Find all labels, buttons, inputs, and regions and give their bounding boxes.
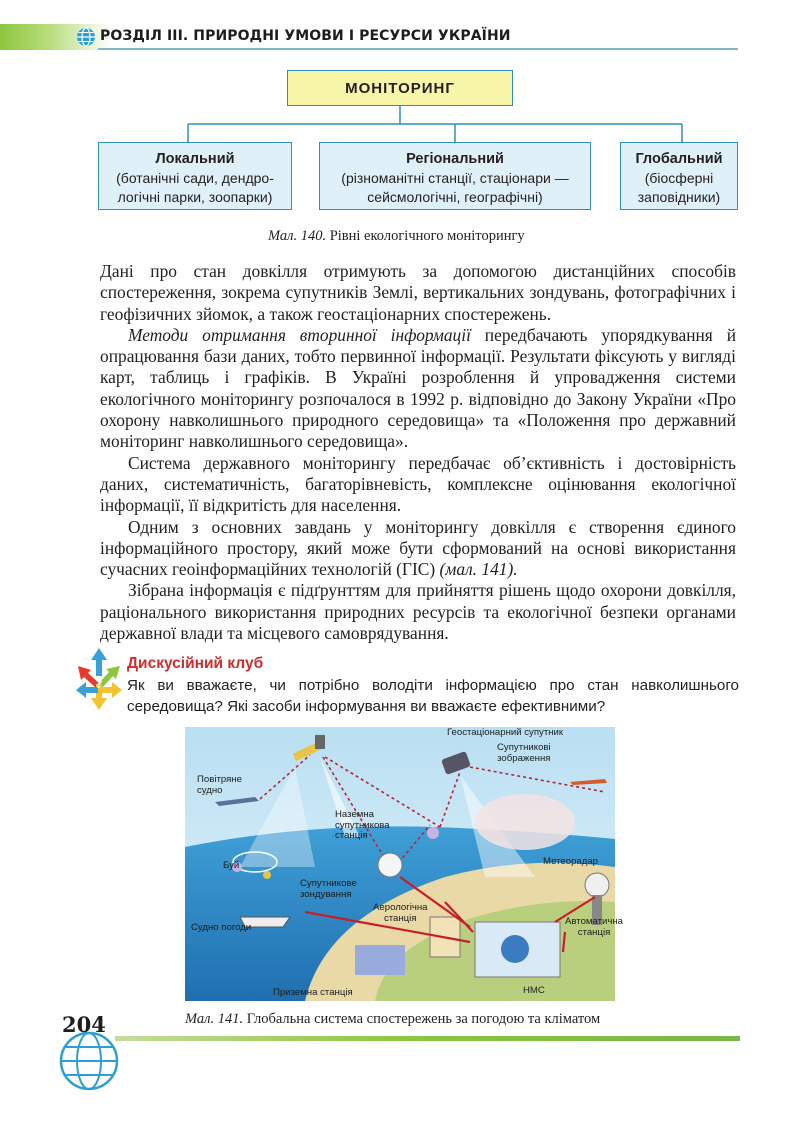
label-auto-station: Автоматична станція	[565, 916, 624, 938]
figure-140-number: Мал. 140.	[268, 228, 327, 244]
paragraph-2-rest: передбачають упорядкування й опрацювання бази даних, тобто первинної інформації. Результати фіксують у вигляді карт, таблиць і графіків. В Україні розроблення й упровадження системи екологічного моніторингу розпочалося в 1992 р. відповідно до Закону України «Про охорону навколишнього природного середовища» та «Положення про державний моніторинг навколишнього середовища».	[100, 324, 736, 452]
label-surface-station: Приземна станція	[273, 987, 353, 998]
global-level-box	[620, 142, 738, 210]
figure-141-caption	[185, 1011, 600, 1028]
discussion-text: Як ви вважаєте, чи потрібно володіти інформацією про стан навколишнього середовища? Які засоби інформування ви вважаєте ефективними?	[127, 677, 739, 715]
paragraph-2-italic: Методи отримання вторинної інформації	[128, 324, 471, 345]
footer-globe-icon	[58, 1030, 120, 1092]
paragraph-3: Система державного моніторингу передбачає об’єктивність і достовірність даних, систематичність, багаторівневість, комплексне оцінювання екологічної інформації, її відкритість для населення.	[100, 452, 736, 516]
label-aircraft: Повітряне судно	[197, 774, 242, 796]
global-level-title: Глобальний	[635, 151, 723, 167]
paragraph-5: Зібрана інформація є підґрунттям для прийняття рішень щодо охорони довкілля, раціонального використання природних ресурсів та екологічної безпеки органами державної влади та місцевого самоврядування.	[100, 580, 736, 644]
label-nms: НМС	[523, 985, 545, 996]
regional-level-line1: (різноманітні станції, стаціонари —	[341, 170, 569, 186]
weather-observation-figure	[185, 727, 624, 1001]
paragraph-2	[100, 325, 736, 453]
monitoring-root-box: МОНІТОРИНГ	[287, 70, 513, 106]
section-title: РОЗДІЛ III. ПРИРОДНІ УМОВИ І РЕСУРСИ УКРАЇНИ	[100, 28, 511, 44]
paragraph-1: Дані про стан довкілля отримують за допомогою дистанційних способів спостереження, зокрема супутників Землі, вертикальних зондувань, фотографічних і геофізичних зйомок, а також геостаціонарних спостережень.	[100, 261, 736, 324]
label-buoy: Буй	[223, 860, 240, 871]
figure-140-caption	[268, 228, 525, 245]
paragraph-4	[100, 517, 736, 581]
label-meteoradar: Метеорадар	[543, 856, 599, 867]
label-ground-sat-station: Наземна супутникова станція	[335, 809, 390, 841]
label-weather-ship: Судно погоди	[191, 922, 252, 933]
discussion-arrows-icon	[74, 646, 124, 712]
global-level-line2: заповідники)	[637, 189, 721, 205]
body-text	[100, 261, 736, 644]
figure-141-number: Мал. 141.	[185, 1011, 244, 1027]
paragraph-4-ref: (мал. 141).	[439, 559, 518, 580]
label-sat-sounding: Супутникове зондування	[300, 878, 357, 900]
footer-band	[115, 1036, 740, 1041]
regional-level-box	[319, 142, 591, 210]
regional-level-line2: сейсмологічні, географічні)	[367, 189, 543, 205]
svg-text:?: ?	[95, 677, 103, 691]
local-level-line1: (ботанічні сади, дендро-	[116, 170, 274, 186]
global-level-line1: (біосферні	[644, 170, 714, 186]
local-level-title: Локальний	[155, 151, 235, 167]
discussion-title: Дискусійний клуб	[127, 655, 264, 672]
label-satellite-images: Супутникові зображення	[497, 742, 551, 764]
figure-141-text: Глобальна система спостережень за погодою та кліматом	[243, 1011, 601, 1027]
figure-140-text: Рівні екологічного моніторингу	[326, 228, 525, 244]
page-number: 204	[62, 1012, 106, 1037]
label-aerological: Аерологічна станція	[373, 902, 428, 924]
label-geostationary: Геостаціонарний супутник	[447, 727, 564, 738]
paragraph-4-text: Одним з основних завдань у моніторингу довкілля є створення єдиного інформаційного простору, який може бути сформований на основі використання сучасних геоінформаційних технологій (ГІС)	[100, 516, 736, 580]
regional-level-title: Регіональний	[406, 151, 504, 167]
local-level-box	[98, 142, 292, 210]
local-level-line2: логічні парки, зоопарки)	[117, 189, 273, 205]
